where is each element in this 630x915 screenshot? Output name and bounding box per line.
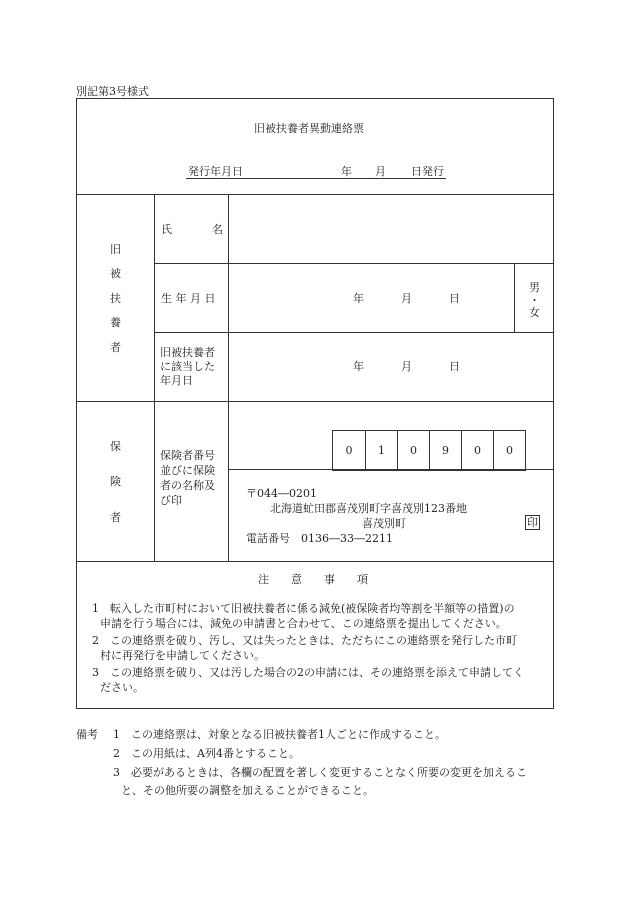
dob-field[interactable]	[230, 265, 513, 331]
divider	[76, 401, 553, 402]
remarks-label: 備考	[76, 728, 98, 741]
divider	[154, 194, 155, 562]
name-field[interactable]	[230, 196, 552, 262]
gender-male[interactable]: 男	[529, 281, 540, 294]
form-number: 別記第3号様式	[76, 85, 149, 98]
name-label: 名	[212, 223, 223, 236]
dependent-day: 日	[449, 360, 460, 373]
insurer-number-digit: 1	[378, 444, 385, 457]
became-dependent-label: 年月日	[160, 374, 193, 387]
dob-month: 月	[401, 292, 412, 305]
insurer-address: 北海道虻田郡喜茂別町字喜茂別123番地	[270, 502, 467, 515]
form-title: 旧被扶養者異動連絡票	[254, 122, 364, 135]
dob-day: 日	[449, 292, 460, 305]
insurer-char: 保	[110, 440, 121, 453]
divider	[155, 332, 553, 333]
insurer-char: 険	[110, 475, 121, 488]
divider	[76, 561, 553, 562]
note-line: 村に再発行を申請してください。	[100, 649, 265, 662]
seal-mark: 印	[527, 516, 538, 529]
dependent-char: 扶	[110, 292, 121, 305]
issue-month: 月	[375, 165, 386, 178]
insurer-number-digit: 0	[345, 444, 353, 457]
insurer-number-label: び印	[160, 494, 182, 507]
gender-female[interactable]: 女	[529, 306, 540, 319]
issue-date-underline	[186, 178, 446, 179]
issue-day: 日発行	[411, 165, 444, 178]
remark-line: と、その他所要の調整を加えることができること。	[121, 784, 374, 797]
postal-code: 〒044―0201	[246, 487, 317, 500]
note-line: ださい。	[100, 681, 144, 694]
remark-line: 3 必要があるときは、各欄の配置を著しく変更することなく所要の変更を加えるこ	[113, 766, 527, 779]
became-dependent-date-field[interactable]	[230, 334, 552, 400]
insurer-name: 喜茂別町	[362, 517, 406, 530]
dob-label: 生 年 月 日	[161, 292, 216, 305]
dependent-char: 旧	[110, 243, 121, 256]
note-line: 申請を行う場合には、減免の申請書と合わせて、この連絡票を提出してください。	[100, 617, 507, 630]
remark-line: 1 この連絡票は、対象となる旧被扶養者1人ごとに作成すること。	[113, 728, 446, 741]
insurer-number-digit: 9	[442, 444, 449, 457]
insurer-number-label: 者の名称及	[160, 479, 215, 492]
became-dependent-label: に該当した	[160, 360, 215, 373]
issue-year: 年	[341, 165, 352, 178]
divider	[514, 263, 515, 333]
insurer-number-digit: 0	[474, 444, 481, 457]
issue-date-label: 発行年月日	[188, 165, 243, 178]
remark-line: 2 この用紙は、A列4番とすること。	[113, 747, 300, 760]
dependent-char: 被	[110, 267, 121, 280]
insurer-char: 者	[110, 511, 121, 524]
became-dependent-label: 旧被扶養者	[160, 346, 215, 359]
dependent-month: 月	[401, 360, 412, 373]
insurer-number-digit: 0	[410, 444, 417, 457]
dependent-char: 養	[110, 316, 121, 329]
dob-year: 年	[353, 292, 364, 305]
note-line: 2 この連絡票を破り、汚し、又は失ったときは、ただちにこの連絡票を発行した市町	[92, 634, 517, 647]
insurer-number-label: 並びに保険	[160, 464, 215, 477]
insurer-phone: 電話番号 0136―33―2211	[246, 532, 393, 545]
gender-separator: ・	[529, 294, 540, 307]
dependent-year: 年	[353, 360, 364, 373]
notes-heading: 注 意 事 項	[258, 573, 368, 586]
divider	[155, 263, 553, 264]
insurer-number-digit: 0	[506, 444, 513, 457]
note-line: 1 転入した市町村において旧被扶養者に係る減免(被保険者均等割を半額等の措置)の	[92, 602, 515, 615]
name-label: 氏	[161, 223, 172, 236]
dependent-char: 者	[110, 341, 121, 354]
divider	[76, 194, 553, 195]
divider	[228, 194, 229, 562]
note-line: 3 この連絡票を破り、又は汚した場合の2の申請には、その連絡票を添えて申請してく	[92, 666, 524, 679]
insurer-number-label: 保険者番号	[160, 449, 215, 462]
